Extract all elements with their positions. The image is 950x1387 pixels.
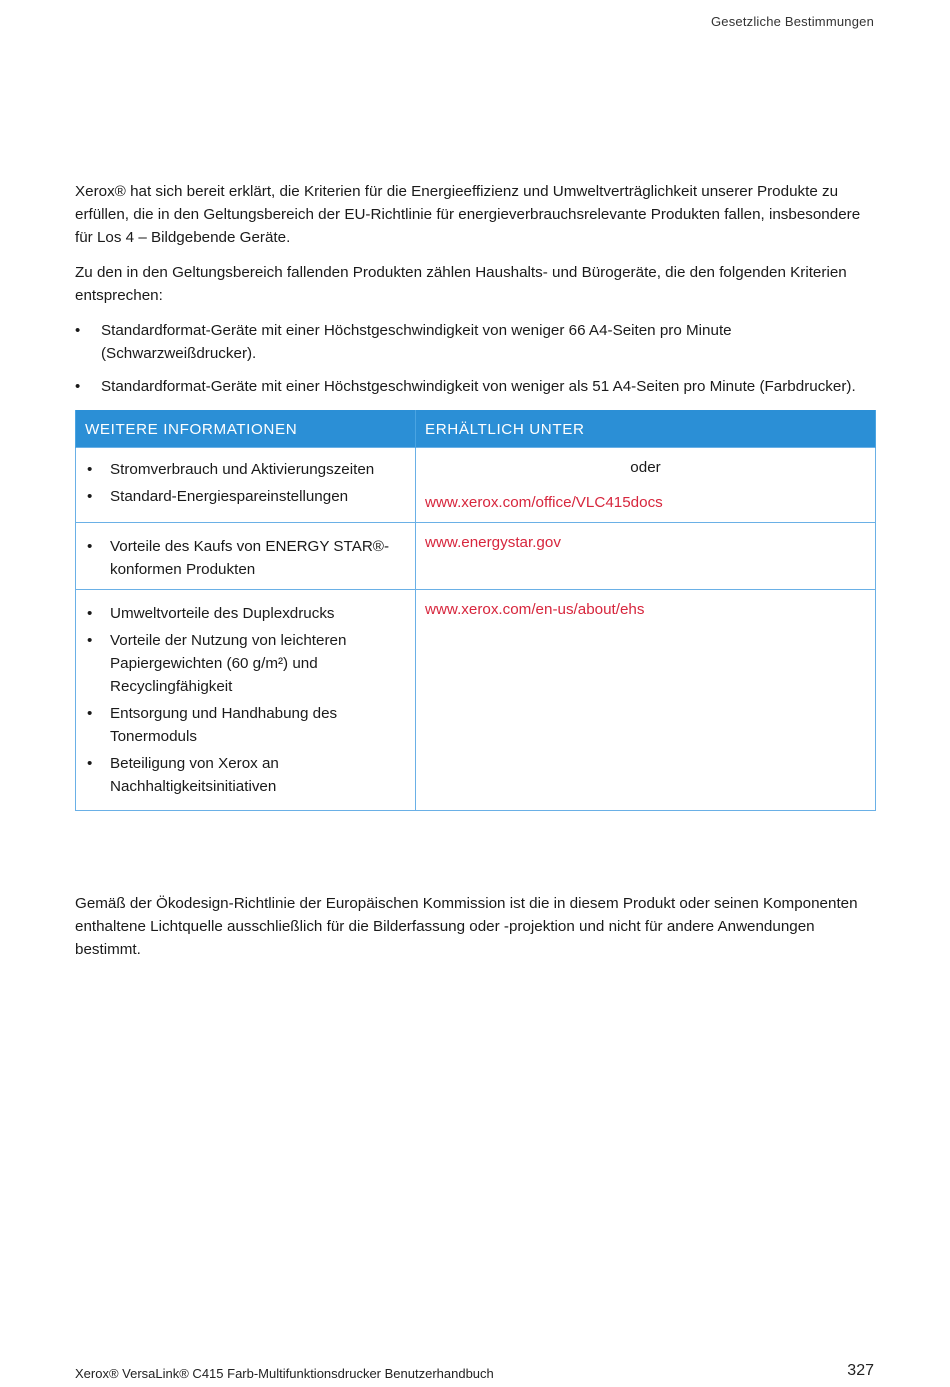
info-table (75, 410, 876, 811)
or-text: oder (630, 459, 661, 476)
table-cell-links (416, 523, 876, 590)
list-item: • Umweltvorteile des Duplexdrucks (85, 602, 406, 625)
intro-paragraph-2: Zu den in den Geltungsbereich fallenden Produkten zählen Haushalts- und Bürogeräte, die den folgenden Kriterien entsprechen: (75, 264, 847, 304)
footer-title: Xerox® VersaLink® C415 Farb-Multifunktionsdrucker Benutzerhandbuch (75, 1366, 494, 1381)
list-item: • Standard-Energiespareinstellungen (85, 485, 406, 508)
intro-paragraph-1: Xerox® hat sich bereit erklärt, die Kriterien für die Energieeffizienz und Umweltverträglichkeit unserer Produkte zu erfüllen, die in den Geltungsbereich der EU-Richtlinie für energieverbrauchsrelevante Produkten fallen, insbesondere für Los 4 – Bildgebende Geräte. (75, 183, 861, 246)
table-row (76, 590, 876, 811)
list-item: • Stromverbrauch und Aktivierungszeiten (85, 458, 406, 481)
list-item: • Entsorgung und Handhabung des Tonermoduls (85, 702, 406, 748)
table-cell-topics (76, 523, 416, 590)
main-content (75, 180, 875, 811)
list-item: • Vorteile des Kaufs von ENERGY STAR®-konformen Produkten (85, 535, 406, 581)
list-item: • Beteiligung von Xerox an Nachhaltigkeitsinitiativen (85, 752, 406, 798)
table-row (76, 523, 876, 590)
energystar-link[interactable]: www.energystar.gov (425, 534, 561, 551)
list-item: • Vorteile der Nutzung von leichteren Papiergewichten (60 g/m²) und Recyclingfähigkeit (85, 629, 406, 698)
vlc415-docs-link[interactable]: www.xerox.com/office/VLC415docs (425, 494, 663, 511)
table-header-available: ERHÄLTLICH UNTER (416, 410, 876, 448)
table-cell-links (416, 590, 876, 811)
table-header-info: WEITERE INFORMATIONEN (76, 410, 416, 448)
ecodesign-paragraph: Gemäß der Ökodesign-Richtlinie der Europäischen Kommission ist die in diesem Produkt oder seinen Komponenten enthaltene Lichtquelle ausschließlich für die Bilderfassung oder -projektion und nicht für andere Anwendungen bestimmt. (75, 895, 858, 958)
criteria-list (75, 319, 875, 398)
xerox-ehs-link[interactable]: www.xerox.com/en-us/about/ehs (425, 601, 645, 618)
table-cell-topics (76, 590, 416, 811)
table-cell-topics (76, 448, 416, 523)
table-row (76, 448, 876, 523)
page-number: 327 (847, 1362, 874, 1379)
table-header-row (76, 410, 876, 448)
table-cell-links (416, 448, 876, 523)
criteria-item: • Standardformat-Geräte mit einer Höchstgeschwindigkeit von weniger als 51 A4-Seiten pro Minute (Farbdrucker). (75, 375, 875, 398)
running-header: Gesetzliche Bestimmungen (710, 14, 874, 29)
criteria-item: • Standardformat-Geräte mit einer Höchstgeschwindigkeit von weniger 66 A4-Seiten pro Minute (Schwarzweißdrucker). (75, 319, 875, 365)
